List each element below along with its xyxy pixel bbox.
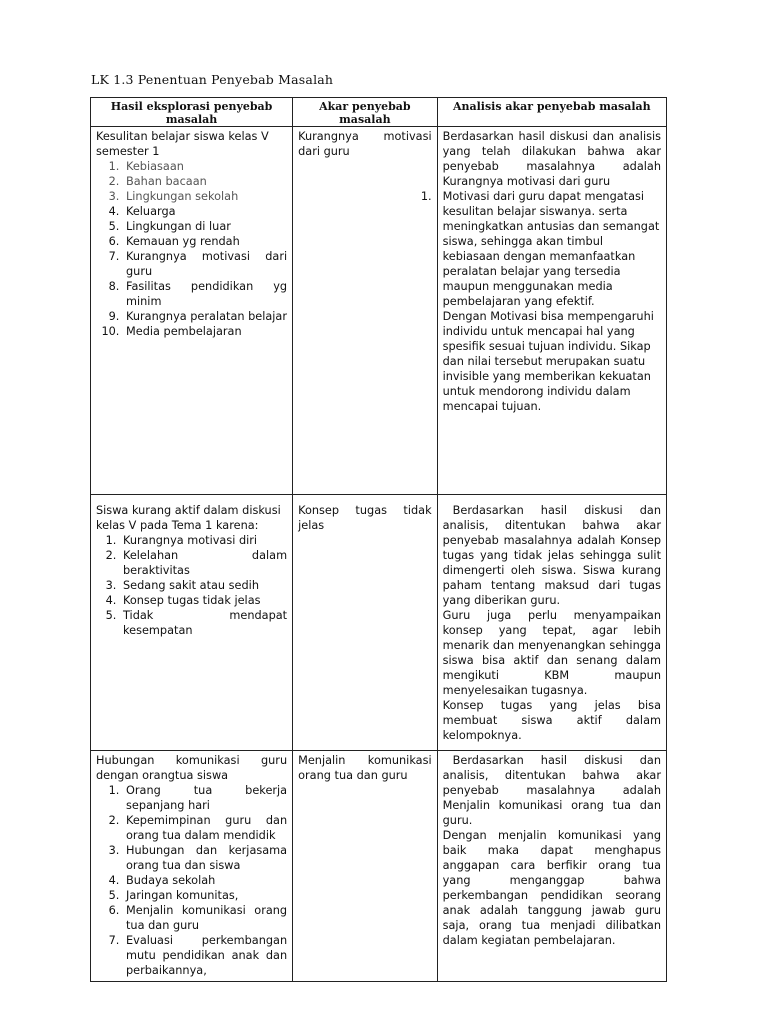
hasil-intro: Hubungan komunikasi guru dengan orangtua siswa xyxy=(96,754,288,782)
list-item: 1. Kebiasaan xyxy=(123,159,287,174)
hasil-intro: Kesulitan belajar siswa kelas V semester 1 xyxy=(96,130,269,158)
list-item: 7. Kurangnya motivasi dari guru xyxy=(123,249,287,279)
list-item: 7. Evaluasi perkembangan mutu pendidikan anak dan perbaikannya, xyxy=(123,933,287,978)
list-item: 3. Hubungan dan kerjasama orang tua dan siswa xyxy=(123,843,287,873)
table-header-row xyxy=(91,98,667,127)
analisis-paragraph: Berdasarkan hasil diskusi dan analisis, ditentukan bahwa akar penyebab masalahnya adalah Konsep tugas yang tidak jelas sehingga sulit dimengerti oleh siswa. Siswa kurang paham tentang maksud dari tugas yang diberikan guru. xyxy=(442,504,661,607)
list-item: 1. Kurangnya motivasi diri xyxy=(120,533,287,548)
list-item: 4. Keluarga xyxy=(123,204,287,219)
list-item: 3. Lingkungan sekolah xyxy=(123,189,287,204)
table-row xyxy=(91,127,667,495)
list-item: 6. Kemauan yg rendah xyxy=(123,234,287,249)
cell-hasil-eksplorasi xyxy=(91,751,293,982)
list-marker: 1. xyxy=(420,190,432,203)
analisis-paragraph: Motivasi dari guru dapat mengatasi kesulitan belajar siswanya. serta meningkatkan antusias dan semangat siswa, sehingga akan timbul kebiasaan dengan memanfaatkan peralatan belajar yang tersedia maupun menggunakan media pembelajaran yang efektif. xyxy=(442,190,660,308)
analisis-paragraph: Konsep tugas yang jelas bisa membuat siswa aktif dalam kelompoknya. xyxy=(442,699,661,742)
analisis-paragraph: Dengan menjalin komunikasi yang baik maka dapat menghapus anggapan cara berfikir orang tua yang menganggap bahwa perkembangan pendidikan seorang anak adalah tanggung jawab guru saja, orang tua menjadi dilibatkan dalam kegiatan pembelajaran. xyxy=(442,829,661,947)
cell-hasil-eksplorasi xyxy=(91,495,293,751)
list-item: 4. Konsep tugas tidak jelas xyxy=(120,593,287,608)
analisis-paragraph: Guru juga perlu menyampaikan konsep yang tepat, agar lebih menarik dan menyenangkan sehingga siswa bisa aktif dan senang dalam mengikuti KBM maupun menyelesaikan tugasnya. xyxy=(442,609,661,697)
list-item: 3. Sedang sakit atau sedih xyxy=(120,578,287,593)
header-hasil-eksplorasi: Hasil eksplorasi penyebab masalah xyxy=(91,98,293,127)
list-item: 2. Kepemimpinan guru dan orang tua dalam mendidik xyxy=(123,813,287,843)
akar-text: Kurangnya motivasi dari guru xyxy=(298,130,432,158)
header-akar-penyebab: Akar penyebab masalah xyxy=(293,98,438,127)
akar-text: Menjalin komunikasi orang tua dan guru xyxy=(298,754,432,782)
list-item: 5. Tidak mendapat kesempatan xyxy=(120,608,287,638)
cause-list xyxy=(96,159,287,339)
list-item: 8. Fasilitas pendidikan yg minim xyxy=(123,279,287,309)
cell-akar-penyebab xyxy=(293,127,438,495)
analisis-paragraph: Berdasarkan hasil diskusi dan analisis, ditentukan bahwa akar penyebab masalahnya adalah Menjalin komunikasi orang tua dan guru. xyxy=(442,754,661,827)
cell-analisis xyxy=(437,751,666,982)
cell-akar-penyebab xyxy=(293,751,438,982)
list-item: 9. Kurangnya peralatan belajar xyxy=(123,309,287,324)
list-item: 4. Budaya sekolah xyxy=(123,873,287,888)
cause-list xyxy=(96,533,287,638)
cause-list xyxy=(96,783,287,978)
list-item: 6. Menjalin komunikasi orang tua dan guru xyxy=(123,903,287,933)
list-item: 2. Kelelahan dalam beraktivitas xyxy=(120,548,287,578)
analisis-paragraph: Dengan Motivasi bisa mempengaruhi individu untuk mencapai hal yang spesifik sesuai tujuan individu. Sikap dan nilai tersebut merupakan suatu invisible yang memberikan kekuatan untuk mendorong individu dalam mencapai tujuan. xyxy=(442,310,654,413)
header-analisis: Analisis akar penyebab masalah xyxy=(437,98,666,127)
list-item: 5. Lingkungan di luar xyxy=(123,219,287,234)
document-title: LK 1.3 Penentuan Penyebab Masalah xyxy=(91,72,334,87)
list-item: 10. Media pembelajaran xyxy=(123,324,287,339)
list-item: 5. Jaringan komunitas, xyxy=(123,888,287,903)
list-item: 1. Orang tua bekerja sepanjang hari xyxy=(123,783,287,813)
table-row xyxy=(91,751,667,982)
cell-hasil-eksplorasi xyxy=(91,127,293,495)
akar-text: Konsep tugas tidak jelas xyxy=(298,504,432,532)
cell-analisis xyxy=(437,127,666,495)
table-row xyxy=(91,495,667,751)
cause-analysis-table xyxy=(90,97,667,982)
cell-analisis xyxy=(437,495,666,751)
hasil-intro: Siswa kurang aktif dalam diskusi kelas V pada Tema 1 karena: xyxy=(96,504,281,532)
analisis-paragraph: Berdasarkan hasil diskusi dan analisis yang telah dilakukan bahwa akar penyebab masalahnya adalah Kurangnya motivasi dari guru xyxy=(442,130,661,188)
cell-akar-penyebab xyxy=(293,495,438,751)
list-item: 2. Bahan bacaan xyxy=(123,174,287,189)
